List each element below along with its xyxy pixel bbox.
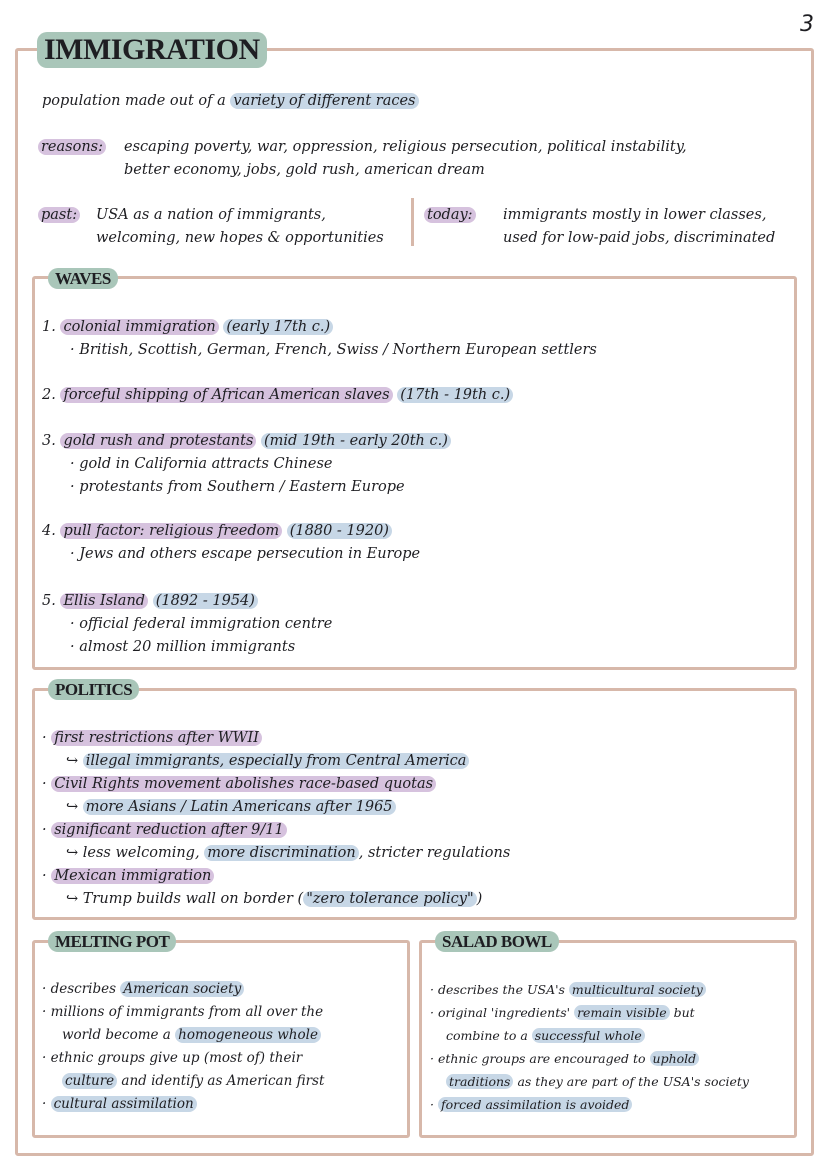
page-title: IMMIGRATION <box>37 32 267 68</box>
page-number: 3 <box>800 12 814 37</box>
reasons-text: escaping poverty, war, oppression, religious persecution, political instability, better economy, jobs, gold rush, american dream <box>124 139 687 178</box>
politics-item-4: · Mexican immigration ↪ Trump builds wall on border ( "zero tolerance policy" ) <box>42 868 483 907</box>
politics-item-2: · Civil Rights movement abolishes race-based quotas ↪ more Asians / Latin Americans after 1965 <box>42 773 436 819</box>
wave-2: 2. forceful shipping of African American slaves (17th - 19th c.) <box>42 384 513 407</box>
today-label: today: <box>424 204 476 227</box>
past-today-divider <box>411 198 414 246</box>
intro-line: population made out of a variety of different races <box>42 90 419 113</box>
wave-1: 1. colonial immigration (early 17th c.) · British, Scottish, German, French, Swiss / Northern European settlers <box>42 319 597 358</box>
reasons-label: reasons: <box>38 136 106 159</box>
melting-pot-title: MELTING POT <box>48 931 176 952</box>
salad-bowl-title: SALAD BOWL <box>435 931 559 952</box>
wave-3: 3. gold rush and protestants (mid 19th - early 20th c.) · gold in California attracts Chinese · protestants from Southern / Eastern Europe <box>42 430 451 499</box>
waves-title: WAVES <box>48 268 118 289</box>
today-text: immigrants mostly in lower classes, used for low-paid jobs, discriminated <box>503 207 776 246</box>
salad-bowl-text: · describes the USA's multicultural society · original 'ingredients' remain visible but combine to a successful whole · ethnic groups are encouraged to uphold traditions as they are part of the USA's society · forced assimilation is avoided <box>430 982 749 1112</box>
wave-4: 4. pull factor: religious freedom (1880 - 1920) · Jews and others escape persecution in Europe <box>42 523 421 562</box>
politics-title: POLITICS <box>48 679 139 700</box>
politics-item-1: · first restrictions after WWII ↪ illegal immigrants, especially from Central America <box>42 727 469 773</box>
melting-pot-text: · describes American society · millions of immigrants from all over the world become a homogeneous whole · ethnic groups give up (most of) their culture and identify as American first · cultural assimilation <box>42 981 325 1112</box>
wave-5: 5. Ellis Island (1892 - 1954) · official federal immigration centre · almost 20 million immigrants <box>42 593 333 655</box>
past-text: USA as a nation of immigrants, welcoming, new hopes & opportunities <box>96 207 384 246</box>
past-label: past: <box>38 204 80 227</box>
politics-item-3: · significant reduction after 9/11 ↪ less welcoming, more discrimination , stricter regulations <box>42 822 511 861</box>
